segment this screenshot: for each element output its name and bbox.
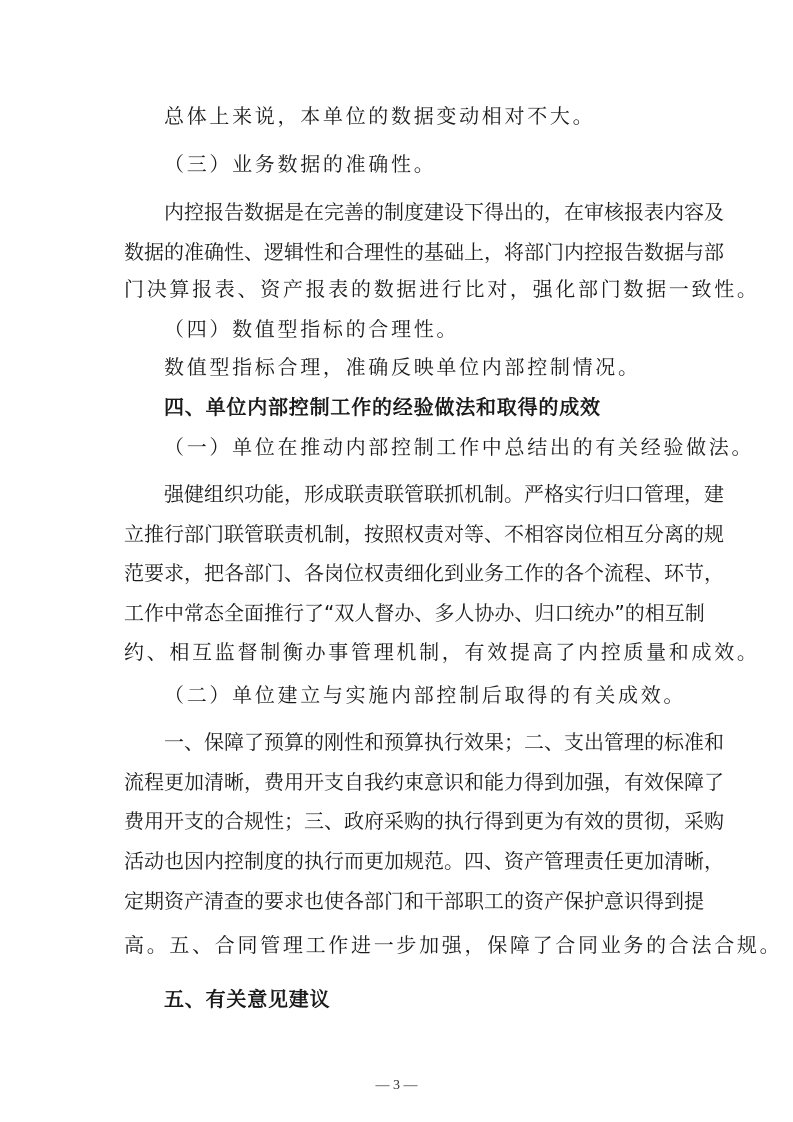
section-heading-5: 五、有关意见建议 xyxy=(164,987,331,1011)
paragraph-line: 立推行部门联管联责机制，按照权责对等、不相容岗位相互分离的规 xyxy=(124,522,724,546)
paragraph-line: 数据的准确性、逻辑性和合理性的基础上，将部门内控报告数据与部 xyxy=(124,240,724,264)
paragraph-line: 强健组织功能，形成联责联管联抓机制。严格实行归口管理，建 xyxy=(164,482,724,506)
paragraph-line: 门决算报表、资产报表的数据进行比对，强化部门数据一致性。 xyxy=(124,277,760,301)
page-number: — 3 — xyxy=(375,1078,418,1093)
paragraph-line: 范要求，把各部门、各岗位权责细化到业务工作的各个流程、环节， xyxy=(124,561,724,585)
paragraph-line: 一、保障了预算的刚性和预算执行效果；二、支出管理的标准和 xyxy=(164,730,724,754)
section-heading-4: 四、单位内部控制工作的经验做法和取得的成效 xyxy=(164,395,601,419)
paragraph-line: 流程更加清晰，费用开支自我约束意识和能力得到加强，有效保障了 xyxy=(124,770,724,794)
subheading-experience: （一）单位在推动内部控制工作中总结出的有关经验做法。 xyxy=(164,435,755,459)
subheading-results: （二）单位建立与实施内部控制后取得的有关成效。 xyxy=(164,683,687,707)
paragraph-line: 定期资产清查的要求也使各部门和干部职工的资产保护意识得到提 xyxy=(124,889,704,913)
paragraph-line: 高。五、合同管理工作进一步加强，保障了合同业务的合法合规。 xyxy=(124,933,783,957)
paragraph-line: 活动也因内控制度的执行而更加规范。四、资产管理责任更加清晰， xyxy=(124,849,724,873)
paragraph-line: 费用开支的合规性；三、政府采购的执行得到更为有效的贯彻，采购 xyxy=(124,809,724,833)
paragraph-line: 约、相互监督制衡办事管理机制，有效提高了内控质量和成效。 xyxy=(124,640,760,664)
paragraph-summary-line: 总体上来说，本单位的数据变动相对不大。 xyxy=(164,104,596,128)
subheading-accuracy: （三）业务数据的准确性。 xyxy=(164,152,437,176)
subheading-reasonableness: （四）数值型指标的合理性。 xyxy=(164,317,460,341)
paragraph-line: 内控报告数据是在完善的制度建设下得出的，在审核报表内容及 xyxy=(164,200,724,224)
paragraph-line: 数值型指标合理，准确反映单位内部控制情况。 xyxy=(164,355,641,379)
paragraph-line: 工作中常态全面推行了“双人督办、多人协办、归口统办”的相互制 xyxy=(124,601,705,625)
